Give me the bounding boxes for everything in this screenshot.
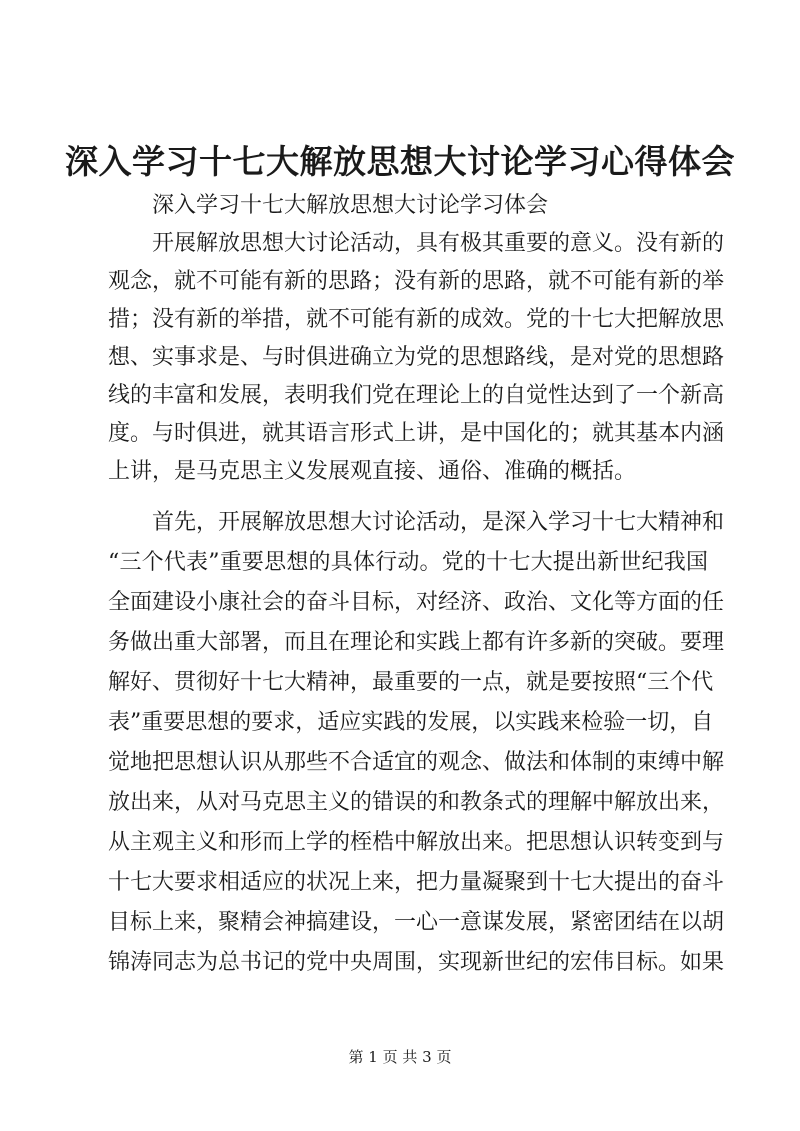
- body-line: 线的丰富和发展，表明我们党在理论上的自觉性达到了一个新高: [108, 383, 725, 408]
- body-line: 解好、贯彻好十七大精神，最重要的一点，就是要按照“三个代: [108, 670, 714, 695]
- body-line: 表”重要思想的要求，适应实践的发展，以实践来检验一切，自: [108, 710, 714, 735]
- document-title: 深入学习十七大解放思想大讨论学习心得体会: [65, 142, 735, 181]
- body-line: 度。与时俱进，就其语言形式上讲，是中国化的；就其基本内涵: [108, 421, 725, 446]
- body-line: 开展解放思想大讨论活动，具有极其重要的意义。没有新的: [152, 231, 725, 256]
- body-line: 措；没有新的举措，就不可能有新的成效。党的十七大把解放思: [108, 307, 725, 332]
- body-line: “三个代表”重要思想的具体行动。党的十七大提出新世纪我国: [108, 550, 708, 575]
- body-line: 十七大要求相适应的状况上来，把力量凝聚到十七大提出的奋斗: [108, 870, 725, 895]
- body-line: 从主观主义和形而上学的桎梏中解放出来。把思想认识转变到与: [108, 830, 725, 855]
- body-line: 目标上来，聚精会神搞建设，一心一意谋发展，紧密团结在以胡: [108, 910, 725, 935]
- body-line: 想、实事求是、与时俱进确立为党的思想路线，是对党的思想路: [108, 345, 725, 370]
- body-line: 上讲，是马克思主义发展观直接、通俗、准确的概括。: [108, 459, 637, 484]
- body-line: 首先，开展解放思想大讨论活动，是深入学习十七大精神和: [152, 510, 725, 535]
- body-line: 锦涛同志为总书记的党中央周围，实现新世纪的宏伟目标。如果: [108, 950, 725, 975]
- body-line: 全面建设小康社会的奋斗目标，对经济、政治、文化等方面的任: [108, 590, 725, 615]
- page-indicator: 第 1 页 共 3 页: [348, 1048, 452, 1066]
- body-line: 觉地把思想认识从那些不合适宜的观念、做法和体制的束缚中解: [108, 750, 725, 775]
- body-line: 观念，就不可能有新的思路；没有新的思路，就不可能有新的举: [108, 269, 725, 294]
- body-line: 放出来，从对马克思主义的错误的和教条式的理解中解放出来，: [108, 790, 725, 815]
- body-line: 务做出重大部署，而且在理论和实践上都有许多新的突破。要理: [108, 630, 725, 655]
- subtitle-line: 深入学习十七大解放思想大讨论学习体会: [152, 193, 549, 218]
